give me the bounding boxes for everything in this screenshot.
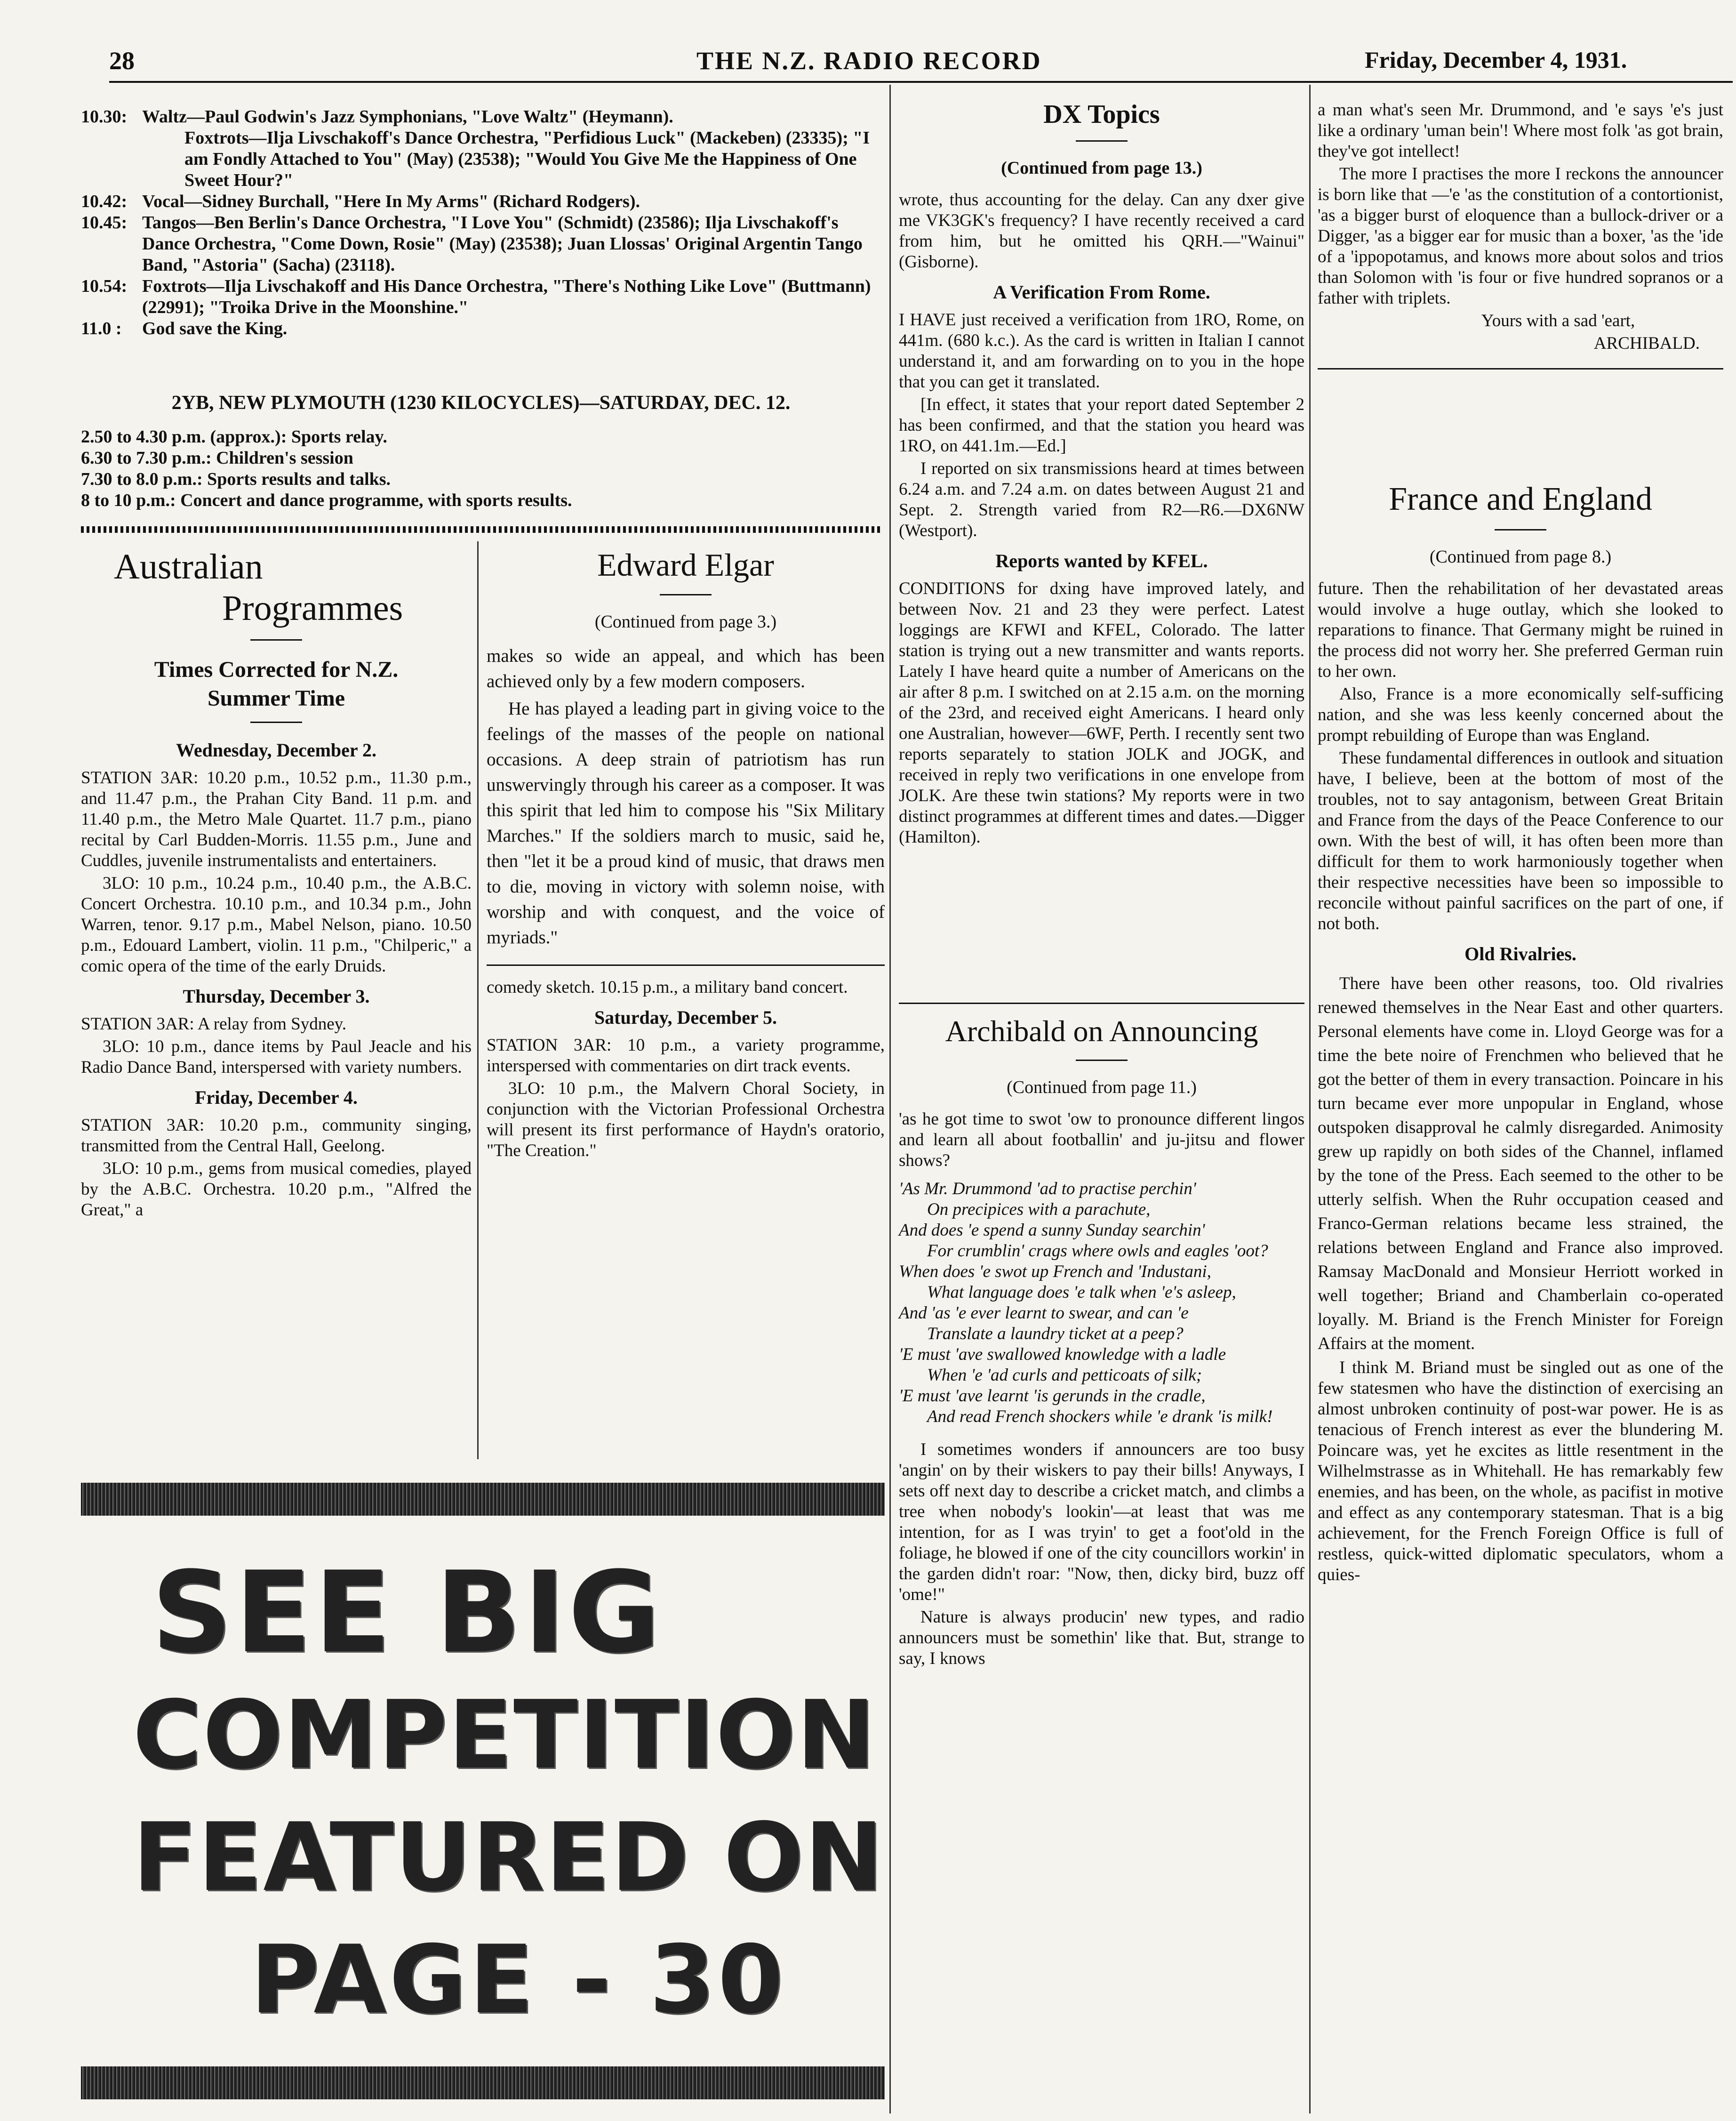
article-body	[487, 643, 885, 950]
verse-line: 'As Mr. Drummond 'ad to practise perchin'	[899, 1179, 1196, 1198]
article-body	[899, 190, 1304, 273]
paragraph: STATION 3AR: 10 p.m., a variety programme, interspersed with commentaries on dirt track events.	[487, 1036, 885, 1076]
article-body	[1318, 100, 1723, 354]
schedule-line: 6.30 to 7.30 p.m.: Children's session	[81, 448, 353, 468]
title-rule	[1076, 1060, 1128, 1061]
section-heading: A Verification From Rome.	[993, 281, 1210, 303]
france-england-article	[1318, 480, 1723, 1587]
article-body	[487, 977, 885, 998]
subtitle: Times Corrected for N.Z.	[154, 657, 399, 682]
page-number: 28	[109, 47, 135, 75]
article-body	[899, 1439, 1304, 1669]
verse-line: What language does 'e talk when 'e's asleep,	[927, 1283, 1236, 1302]
title-rule	[1495, 529, 1546, 530]
issue-date: Friday, December 4, 1931.	[1365, 47, 1627, 73]
verse	[899, 1179, 1304, 1427]
day-heading: Saturday, December 5.	[594, 1007, 777, 1028]
competition-advert	[81, 1478, 885, 2109]
paragraph: Nature is always producin' new types, and radio announcers must be somethin' like that. But, strange to say, I knows	[899, 1607, 1304, 1668]
section-heading: Old Rivalries.	[1464, 943, 1576, 964]
article-body	[899, 1109, 1304, 1171]
verse-line: And does 'e spend a sunny Sunday searchin'	[899, 1221, 1205, 1240]
title-rule	[1076, 140, 1128, 142]
verse-line: Translate a laundry ticket at a peep?	[927, 1324, 1184, 1343]
programme-line: 10.45: Tangos—Ben Berlin's Dance Orchestra, "I Love You" (Schmidt) (23586); Ilja Livschakoff's Dance Orchestra, "Come Down, Rosie" (May) (23538); Juan Llossas' Original Argentin Tango Band, "Astoria" (Sacha) (23118).	[81, 213, 863, 275]
archibald-article	[899, 1003, 1304, 1671]
ad-line: SEE BIG	[152, 1548, 663, 1678]
schedule-line: 7.30 to 8.0 p.m.: Sports results and talks.	[81, 469, 391, 489]
article-body	[81, 1014, 472, 1078]
article-body	[81, 768, 472, 977]
article-title: Australian	[114, 547, 263, 586]
signature: ARCHIBALD.	[1593, 334, 1700, 353]
verse-line: When does 'e swot up French and 'Industani,	[899, 1262, 1211, 1281]
article-title: Edward Elgar	[597, 547, 774, 583]
day-heading: Wednesday, December 2.	[176, 739, 376, 761]
paragraph: He has played a leading part in giving voice to the feelings of the masses of the people on national occasions. A deep strain of patriotism has run unswervingly through his career as a composer. It was this spirit that led him to compose his "Six Military Marches." If the soldiers march to music, said he, then "let it be a proud kind of music, that draws men to die, moving in victory with solemn noise, with worship and with conquest, and the voice of myriads."	[487, 699, 885, 948]
paragraph: STATION 3AR: A relay from Sydney.	[81, 1014, 346, 1034]
paragraph: The more I practises the more I reckons the announcer is born like that —'e 'as the constitution of a contortionist, 'as a bigger burst of eloquence than a bullock-driver or a Digger, 'as a bigger ear for music than a boxer, 'as the 'ide of a 'ippopotamus, and knows more about solos and trios than Solomon with 'is four or five hundred sopranos or a father with triplets.	[1318, 164, 1723, 308]
continued-note: (Continued from page 8.)	[1429, 547, 1612, 567]
australian-programmes	[81, 546, 472, 1222]
title-rule	[250, 722, 302, 723]
archibald-continuation	[1318, 100, 1723, 379]
verse-line: When 'e 'ad curls and petticoats of silk;	[927, 1366, 1202, 1385]
paragraph: 'as he got time to swot 'ow to pronounce different lingos and learn all about footballin' and ju-jitsu and flower shows?	[899, 1109, 1304, 1170]
programme-line: 10.30: Waltz—Paul Godwin's Jazz Symphonians, "Love Waltz" (Heymann).	[81, 107, 673, 127]
paragraph: CONDITIONS for dxing have improved lately, and between Nov. 21 and 23 they were perfect. Latest loggings are KFWI and KFEL, Colorado. The latter station is trying out a new transmitter and wants reports. Lately I have heard quite a number of Americans on the air after 8 p.m. I switched on at 2.15 a.m. on the morning of the 23rd, and received eight Americans. I heard only one Australian, however—6WF, Perth. I recently sent two reports separately to station JOLK and JOGK, and received in reply two verifications in one envelope from JOLK. Are these twin stations? My reports were in two distinct programmes at different times and dates.—Digger (Hamilton).	[899, 579, 1304, 847]
article-body	[1318, 578, 1723, 934]
paragraph: Also, France is a more economically self-sufficing nation, and she was less keenly concerned about the prompt rebuilding of Europe than was England.	[1318, 684, 1723, 745]
article-body	[1318, 972, 1723, 1585]
verse-line: For crumblin' crags where owls and eagles 'oot?	[927, 1241, 1268, 1261]
masthead: THE N.Z. RADIO RECORD	[696, 47, 1042, 75]
ad-border-bottom	[81, 2066, 885, 2099]
title-rule	[250, 639, 302, 641]
paragraph: STATION 3AR: 10.20 p.m., community singing, transmitted from the Central Hall, Geelong.	[81, 1116, 472, 1156]
verse-line: And 'as 'e ever learnt to swear, and can 'e	[899, 1303, 1189, 1323]
station-schedule	[81, 426, 881, 511]
paragraph: I HAVE just received a verification from 1RO, Rome, on 441m. (680 k.c.). As the card is written in Italian I cannot understand it, and am forwarding on to you in the hope that you can get it translated.	[899, 310, 1304, 392]
sign-off: Yours with a sad 'eart,	[1481, 311, 1635, 330]
verse-line: 'E must 'ave learnt 'is gerunds in the cradle,	[899, 1386, 1206, 1406]
verse-line: On precipices with a parachute,	[927, 1200, 1151, 1219]
article-body	[899, 578, 1304, 848]
article-body	[487, 1035, 885, 1161]
edward-elgar-article	[487, 546, 885, 1163]
paragraph: future. Then the rehabilitation of her devastated areas would involve a huge outlay, which she looked to reparations to finance. That Germany might be ruined in the process did not worry her. She preferred German ruin to her own.	[1318, 579, 1723, 681]
schedule-line: 8 to 10 p.m.: Concert and dance programme, with sports results.	[81, 490, 572, 510]
programme-line: 10.54: Foxtrots—Ilja Livschakoff and His Dance Orchestra, "There's Nothing Like Love" (Buttmann) (22991); "Troika Drive in the Moonshine."	[81, 276, 871, 317]
schedule-line: 2.50 to 4.30 p.m. (approx.): Sports relay.	[81, 427, 387, 447]
dx-topics-article	[899, 99, 1304, 850]
paragraph: a man what's seen Mr. Drummond, and 'e says 'e's just like a ordinary 'uman bein'! Where most folk 'as got brain, they've got intellect!	[1318, 100, 1723, 161]
article-title: Programmes	[222, 588, 403, 628]
paragraph: 3LO: 10 p.m., 10.24 p.m., 10.40 p.m., the A.B.C. Concert Orchestra. 10.10 p.m., and 10.34 p.m., John Warren, tenor. 9.17 p.m., Mabel Nelson, piano. 10.50 p.m., Edouard Lambert, violin. 11 p.m., "Chilperic," a comic opera of the time of the early Druids.	[81, 874, 472, 976]
paragraph: [In effect, it states that your report dated September 2 has been confirmed, and that the station you heard was 1RO, on 441.1m.—Ed.]	[899, 395, 1304, 456]
paragraph: These fundamental differences in outlook and situation have, I believe, been at the bottom of most of the troubles, not to say antagonism, between Great Britain and France from the days of the Peace Conference to our own. With the best of will, it has often been more than difficult for them to work harmoniously together when their respective necessities have been so impossible to reconcile without painful sacrifices on the part of one, if not both.	[1318, 748, 1723, 933]
article-title: France and England	[1389, 481, 1652, 517]
verse-line: And read French shockers while 'e drank 'is milk!	[927, 1407, 1273, 1426]
article-body	[899, 310, 1304, 541]
ad-line: COMPETITION	[133, 1680, 877, 1790]
programme-line: 11.0 : God save the King.	[81, 319, 288, 338]
paragraph: 3LO: 10 p.m., dance items by Paul Jeacle and his Radio Dance Band, interspersed with variety numbers.	[81, 1037, 472, 1077]
divider	[1318, 368, 1723, 370]
paragraph: I sometimes wonders if announcers are too busy 'angin' on by their wiskers to pay their bills! Anyways, I sets off next day to describe a cricket match, and climbs a tree when nobody's lookin'—at least that was me intention, for as I was tryin' to get a foot'old in the foliage, he blowed if one of the city councillors workin' in the garden didn't roar: "Now, then, dicky bird, buzz off 'ome!"	[899, 1440, 1304, 1604]
programme-listing	[81, 106, 881, 339]
column-rule	[1309, 85, 1311, 2113]
verse-line: 'E must 'ave swallowed knowledge with a ladle	[899, 1345, 1226, 1364]
article-title: DX Topics	[1043, 100, 1160, 129]
subtitle: Summer Time	[207, 686, 345, 711]
day-heading: Friday, December 4.	[195, 1087, 358, 1108]
paragraph: makes so wide an appeal, and which has been achieved only by a few modern composers.	[487, 646, 885, 691]
divider	[487, 964, 885, 966]
paragraph: STATION 3AR: 10.20 p.m., 10.52 p.m., 11.30 p.m., and 11.47 p.m., the Prahan City Band. 11 p.m. and 11.40 p.m., the Metro Male Quartet. 11.7 p.m., piano recital by Carl Budden-Morris. 11.55 p.m., June and Cuddles, juvenile instrumentalists and entertainers.	[81, 768, 472, 870]
column-rule	[477, 541, 479, 1459]
paragraph: 3LO: 10 p.m., gems from musical comedies, played by the A.B.C. Orchestra. 10.20 p.m., "Alfred the Great," a	[81, 1159, 472, 1220]
paragraph: There have been other reasons, too. Old rivalries renewed themselves in the Near East and other quarters. Personal elements have come in. Lloyd George was for a time the bete noire of Frenchmen who believed that he got the better of them in every transaction. Poincare in his turn became ever more unpopular in England, whose outspoken disapproval he calmly disregarded. Animosity grew up rapidly on both sides of the Channel, inflamed by the tone of the Press. Each seemed to the other to be utterly selfish. When the Ruhr occupation ceased and Franco-German relations became less strained, the relations between England and France also improved. Ramsay MacDonald and Monsieur Herriott worked in well together; Briand and Chamberlain co-operated loyally. M. Briand is the French Minister for Foreign Affairs at the moment.	[1318, 974, 1723, 1353]
programme-line: Foxtrots—Ilja Livschakoff's Dance Orchestra, "Perfidious Luck" (Mackeben) (23335); "I am Fondly Attached to You" (May) (23538); "Would You Give Me the Happiness of One Sweet Hour?"	[184, 128, 870, 190]
ad-line: FEATURED ON	[133, 1803, 884, 1912]
article-body	[81, 1115, 472, 1221]
title-rule	[660, 594, 712, 595]
continued-note: (Continued from page 13.)	[1001, 158, 1202, 178]
paragraph: comedy sketch. 10.15 p.m., a military band concert.	[487, 978, 848, 997]
ad-line: PAGE - 30	[250, 1925, 786, 2035]
header-rule	[109, 81, 1733, 83]
paragraph: I think M. Briand must be singled out as one of the few statesmen who have the distinction of exercising an almost unbroken continuity of post-war power. He is as tenacious of French interest as ever the blundering M. Poincare was, yet he excites as little resentment in the Wilhelmstrasse as in Whitehall. He has remarkably few enemies, and has been, on the whole, as pacifist in motive and effect as any contemporary statesman. That is a big achievement, for the French Foreign Office is full of restless, quick-witted diplomatic speculators, whom a quies-	[1318, 1358, 1723, 1584]
day-heading: Thursday, December 3.	[183, 986, 370, 1007]
article-title: Archibald on Announcing	[945, 1014, 1258, 1048]
section-divider	[81, 526, 881, 533]
station-heading: 2YB, NEW PLYMOUTH (1230 KILOCYCLES)—SATURDAY, DEC. 12.	[171, 392, 791, 414]
ad-border-top	[81, 1483, 885, 1516]
programme-line: 10.42: Vocal—Sidney Burchall, "Here In My Arms" (Richard Rodgers).	[81, 192, 640, 211]
section-heading: Reports wanted by KFEL.	[995, 550, 1208, 571]
divider	[899, 1003, 1304, 1004]
paragraph: 3LO: 10 p.m., the Malvern Choral Society, in conjunction with the Victorian Professional Orchestra will present its first performance of Haydn's oratorio, "The Creation."	[487, 1079, 885, 1160]
paragraph: I reported on six transmissions heard at times between 6.24 a.m. and 7.24 a.m. on dates between August 21 and Sept. 2. Strength varied from R2—R6.—DX6NW (Westport).	[899, 459, 1304, 540]
continued-note: (Continued from page 3.)	[594, 612, 777, 632]
paragraph: wrote, thus accounting for the delay. Can any dxer give me VK3GK's frequency? I have recently received a card from him, but he omitted his QRH.—"Wainui" (Gisborne).	[899, 190, 1304, 272]
continued-note: (Continued from page 11.)	[1007, 1077, 1197, 1097]
